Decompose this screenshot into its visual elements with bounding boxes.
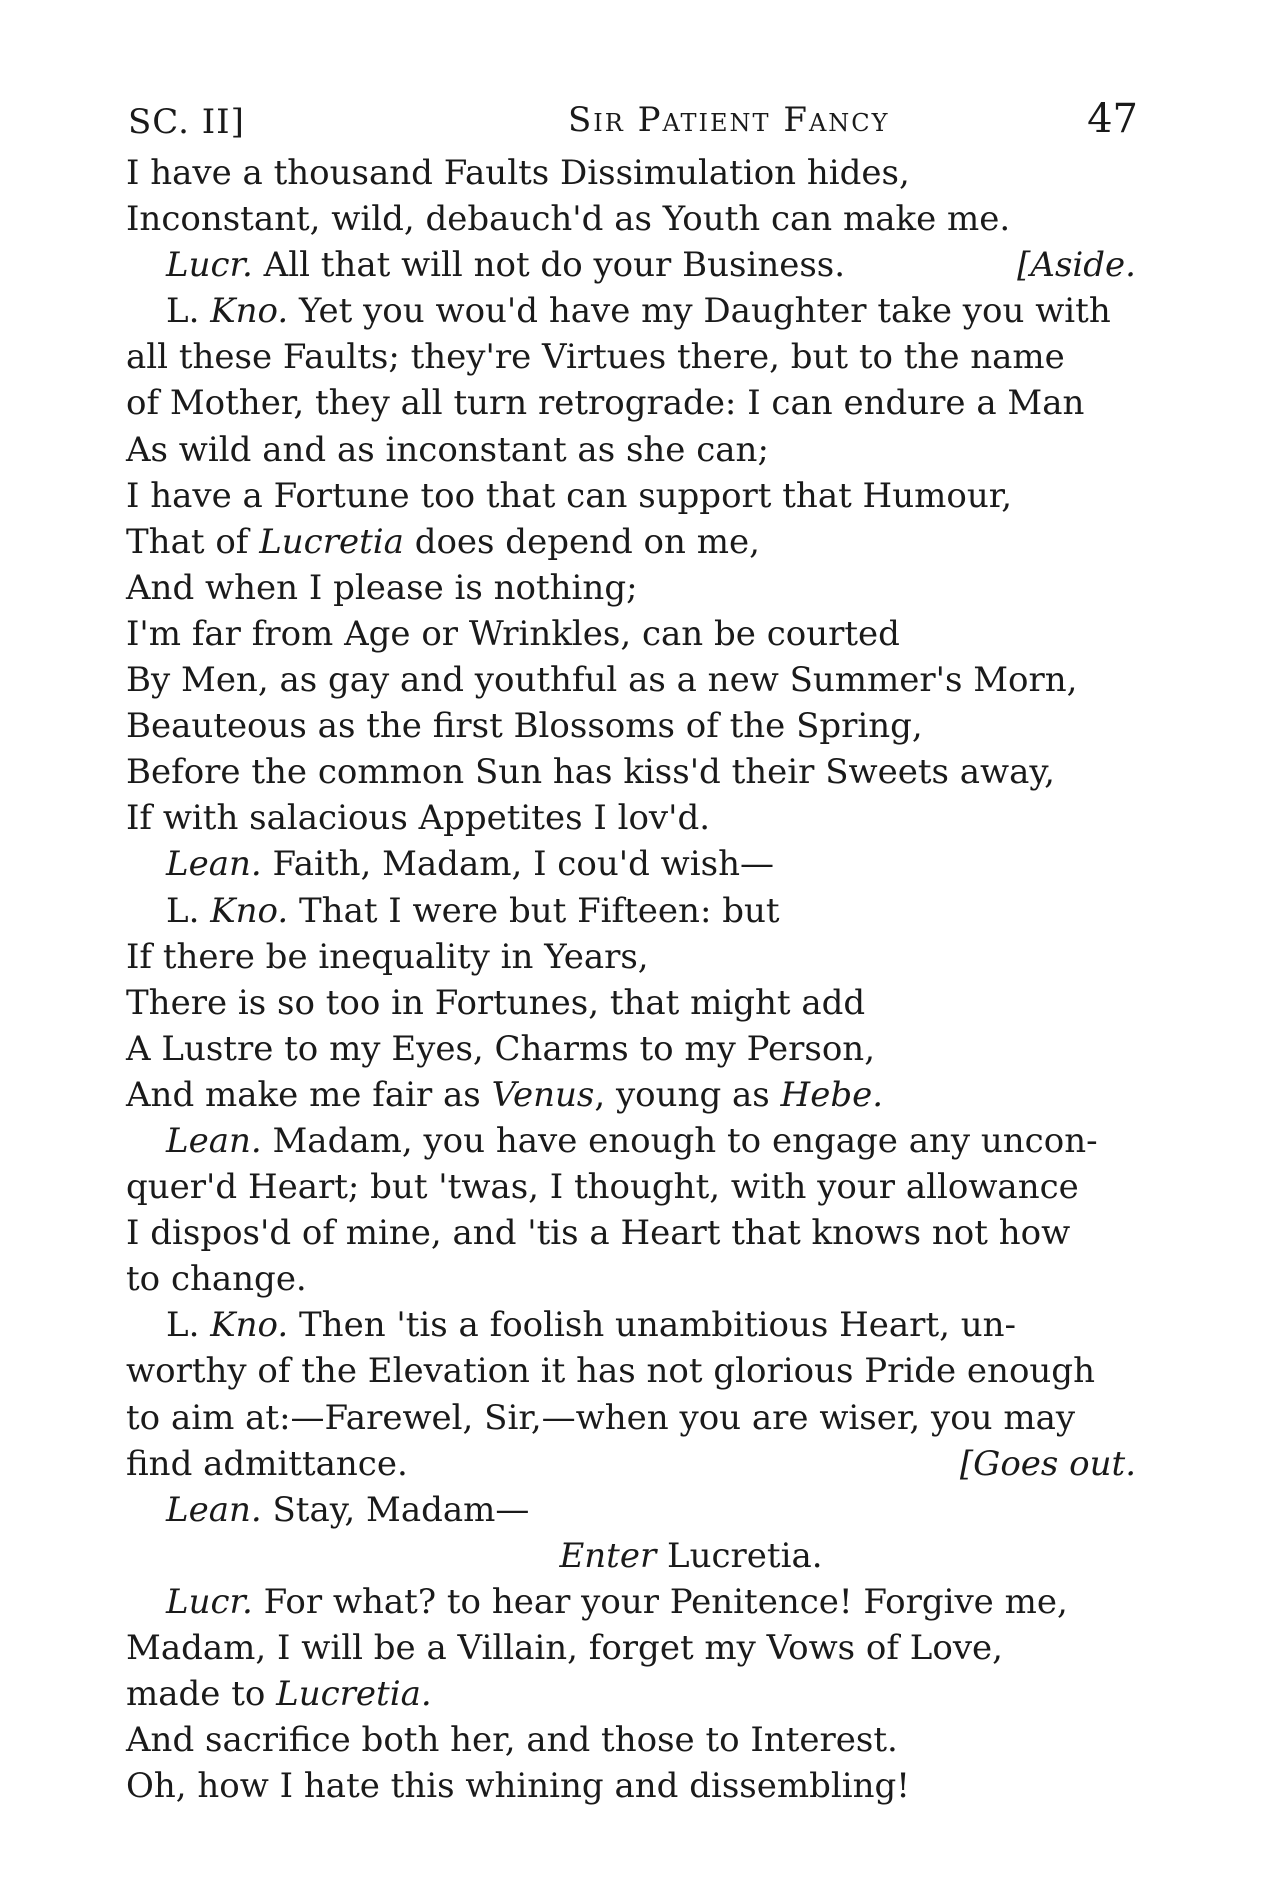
stage-direction: Enter (559, 1535, 657, 1576)
speaker-name: Lucr. (166, 1581, 253, 1622)
speech-text: For what? to hear your Penitence! Forgive me, (252, 1581, 1068, 1622)
text-line: quer'd Heart; but 'twas, I thought, with your allowance (126, 1167, 1079, 1208)
speaker-name: Lean. (166, 1489, 262, 1530)
text-line: By Men, as gay and youthful as a new Summer's Morn, (126, 660, 1078, 701)
text-line: all these Faults; they're Virtues there, but to the name (126, 337, 1065, 378)
deity-name: Venus (491, 1074, 595, 1115)
speech-text: Yet you wou'd have my Daughter take you with (288, 291, 1111, 332)
speaker-name: Kno. (210, 1305, 289, 1346)
play-text (126, 150, 1136, 1809)
speech-line (126, 288, 1136, 334)
speech-line (126, 1118, 1136, 1164)
text-line: Oh, how I hate this whining and dissembling! (126, 1766, 910, 1807)
text-segment: find admittance. (126, 1443, 408, 1484)
speech-text: All that will not do your Business. (252, 245, 846, 286)
text-line: There is so too in Fortunes, that might add (126, 982, 866, 1023)
text-line: I'm far from Age or Wrinkles, can be courted (126, 613, 900, 654)
page-number: 47 (1087, 96, 1138, 142)
speaker-prefix: L. (166, 291, 211, 332)
speech-line (126, 242, 1136, 288)
text-segment: , young as (594, 1074, 781, 1115)
text-line: If there be inequality in Years, (126, 936, 649, 977)
text-line: of Mother, they all turn retrograde: I can endure a Man (126, 383, 1085, 424)
speaker-name: Lean. (166, 1120, 262, 1161)
text-segment: does depend on me, (403, 521, 760, 562)
speaker-name: Kno. (210, 291, 289, 332)
speech-line (126, 1487, 1136, 1533)
scene-marker: SC. II] (128, 102, 245, 142)
text-line: to aim at:—Farewel, Sir,—when you are wiser, you may (126, 1397, 1076, 1438)
text-line: And when I please is nothing; (126, 567, 638, 608)
text-segment: That of (126, 521, 260, 562)
text-line: As wild and as inconstant as she can; (126, 429, 769, 470)
speaker-name: Lucr. (166, 245, 253, 286)
character-name: Lucretia. (656, 1535, 823, 1576)
text-line: If with salacious Appetites I lov'd. (126, 798, 711, 839)
character-name: Lucretia (259, 521, 404, 562)
speaker-prefix: L. (166, 890, 211, 931)
text-line: I have a thousand Faults Dissimulation hides, (126, 153, 910, 193)
text-line: worthy of the Elevation it has not glorious Pride enough (126, 1351, 1095, 1392)
speech-text: Faith, Madam, I cou'd wish— (261, 844, 774, 885)
character-name: Lucretia. (276, 1674, 432, 1715)
deity-name: Hebe. (780, 1074, 884, 1115)
text-segment: And make me fair as (126, 1074, 492, 1115)
text-line: I have a Fortune too that can support that Humour, (126, 475, 1013, 516)
text-line: Madam, I will be a Villain, forget my Vows of Love, (126, 1628, 1003, 1668)
text-line (126, 1072, 1136, 1118)
text-line: to change. (126, 1259, 307, 1300)
stage-direction: [Aside. (1017, 245, 1136, 286)
text-line: I dispos'd of mine, and 'tis a Heart that knows not how (126, 1213, 1071, 1254)
text-line (126, 1671, 1136, 1717)
text-line: Before the common Sun has kiss'd their Sweets away, (126, 752, 1055, 793)
speech-text: That I were but Fifteen: but (288, 890, 780, 931)
text-segment: made to (126, 1674, 277, 1715)
text-line: A Lustre to my Eyes, Charms to my Person, (126, 1028, 876, 1069)
speech-text: Madam, you have enough to engage any uncon- (261, 1120, 1098, 1161)
text-line (126, 1441, 1136, 1487)
text-line: Inconstant, wild, debauch'd as Youth can make me. (126, 199, 1011, 240)
speaker-name: Lean. (166, 844, 262, 885)
text-line: Beauteous as the first Blossoms of the Spring, (126, 706, 923, 747)
running-header (128, 96, 1138, 146)
speech-text: Stay, Madam— (261, 1489, 530, 1530)
speaker-name: Kno. (210, 890, 289, 931)
speech-text: Then 'tis a foolish unambitious Heart, un- (288, 1305, 1016, 1346)
speech-line (126, 841, 1136, 887)
running-title: Sir Patient Fancy (568, 100, 890, 140)
text-line (126, 519, 1136, 565)
speaker-prefix: L. (166, 1305, 211, 1346)
speech-line (126, 888, 1136, 934)
stage-direction: [Goes out. (959, 1443, 1136, 1484)
text-line: And sacrifice both her, and those to Interest. (126, 1720, 898, 1761)
speech-line (126, 1579, 1136, 1625)
speech-line (126, 1302, 1136, 1348)
entrance-direction (126, 1533, 1136, 1579)
